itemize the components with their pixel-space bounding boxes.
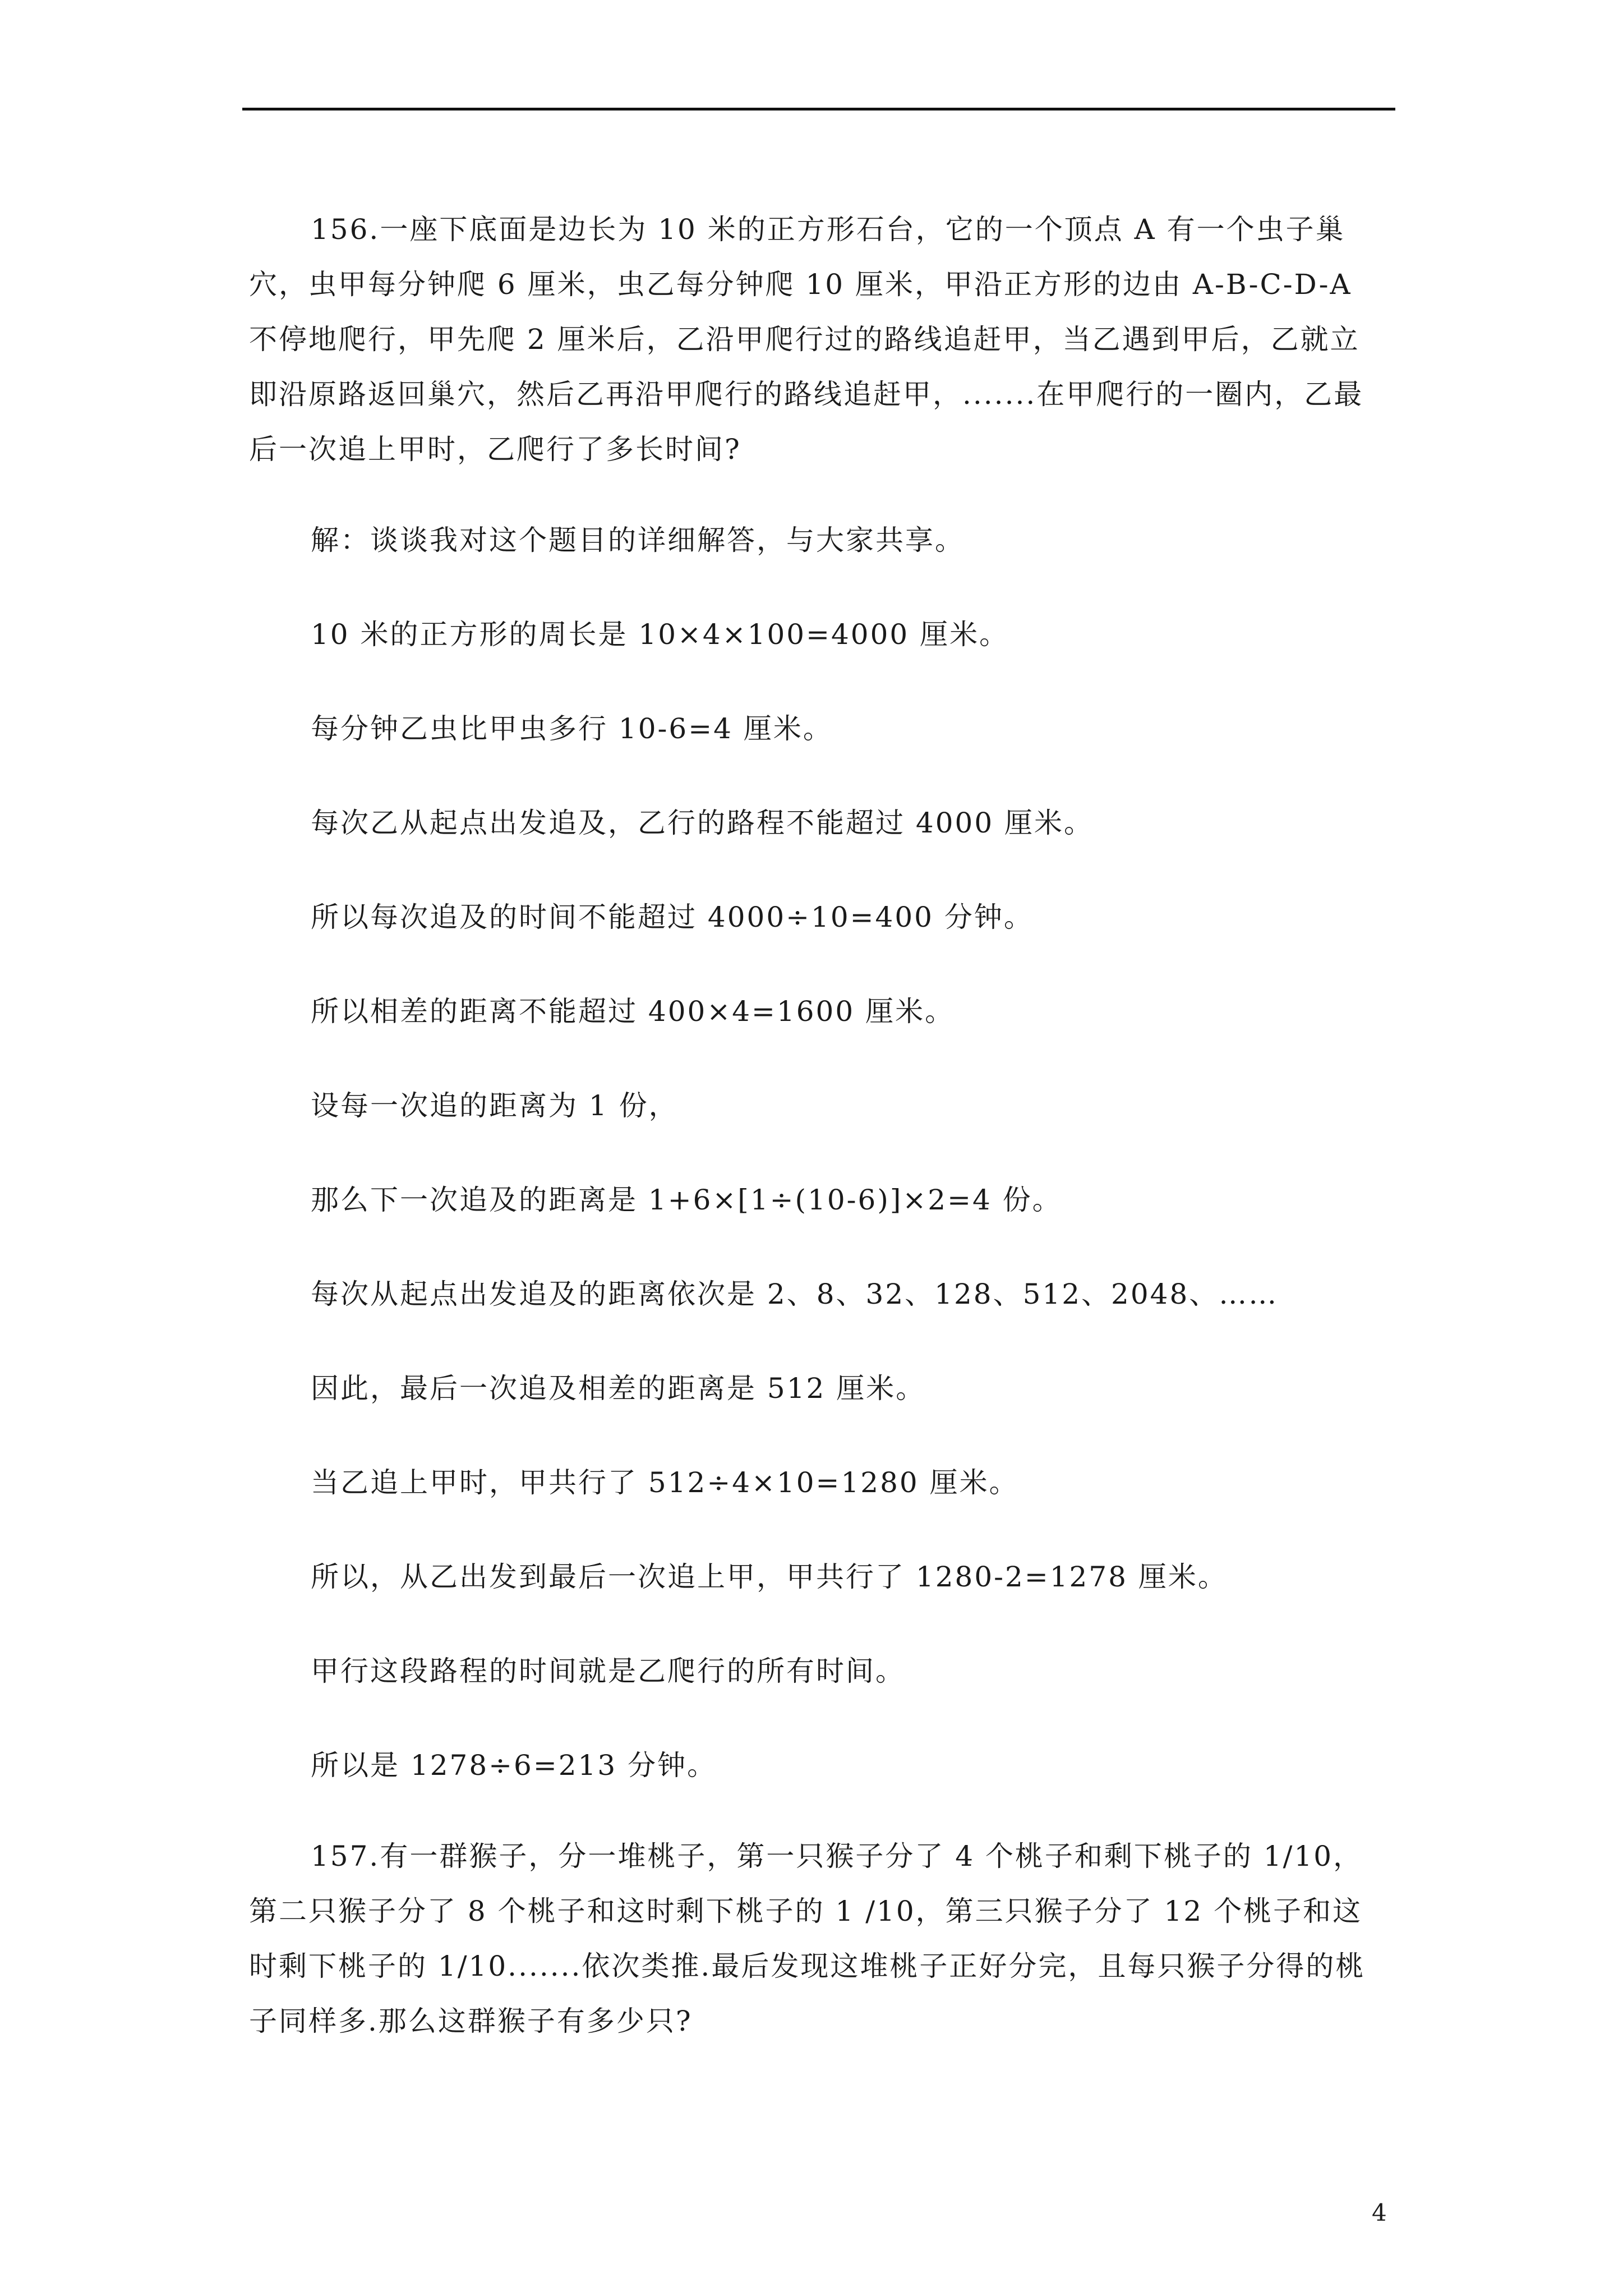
solution-line: 那么下一次追及的距离是 1+6×[1÷(10-6)]×2=4 份。	[311, 1184, 1062, 1216]
solution-line: 每分钟乙虫比甲虫多行 10-6=4 厘米。	[311, 712, 833, 745]
solution-line: 设每一次追的距离为 1 份，	[311, 1089, 679, 1122]
problem-157-question: 157.有一群猴子，分一堆桃子，第一只猴子分了 4 个桃子和剩下桃子的 1/10，第二只猴子分了 8 个桃子和这时剩下桃子的 1 /10，第三只猴子分了 12 个桃子和这时剩下桃子的 1/10.......依次类推.最后发现这堆桃子正好分完，且每只猴子分得的桃子同样多.那么这群猴子有多少只?	[249, 1840, 1366, 2037]
solution-line: 10 米的正方形的周长是 10×4×100=4000 厘米。	[311, 618, 1009, 651]
problem-156-question: 156.一座下底面是边长为 10 米的正方形石台，它的一个顶点 A 有一个虫子巢穴，虫甲每分钟爬 6 厘米，虫乙每分钟爬 10 厘米，甲沿正方形的边由 A-B-C-D-A 不停地爬行，甲先爬 2 厘米后，乙沿甲爬行过的路线追赶甲，当乙遇到甲后，乙就立即沿原路返回巢穴，然后乙再沿甲爬行的路线追赶甲，.......在甲爬行的一圈内，乙最后一次追上甲时，乙爬行了多长时间?	[249, 213, 1364, 466]
solution-line: 所以是 1278÷6=213 分钟。	[311, 1749, 717, 1782]
document-body	[249, 202, 1387, 2049]
solution-line: 所以每次追及的时间不能超过 4000÷10=400 分钟。	[311, 901, 1034, 933]
page-number: 4	[1372, 2199, 1387, 2226]
solution-line: 每次从起点出发追及的距离依次是 2、8、32、128、512、2048、……	[311, 1278, 1279, 1310]
solution-line: 当乙追上甲时，甲共行了 512÷4×10=1280 厘米。	[311, 1466, 1019, 1499]
header-rule	[242, 108, 1395, 111]
solution-line: 因此，最后一次追及相差的距离是 512 厘米。	[311, 1372, 926, 1405]
solution-line: 所以相差的距离不能超过 400×4=1600 厘米。	[311, 995, 955, 1028]
problem-156-solution	[249, 513, 1387, 1793]
solution-line: 解：谈谈我对这个题目的详细解答，与大家共享。	[311, 524, 965, 556]
solution-line: 甲行这段路程的时间就是乙爬行的所有时间。	[311, 1655, 905, 1687]
solution-line: 所以，从乙出发到最后一次追上甲，甲共行了 1280-2=1278 厘米。	[311, 1561, 1228, 1593]
solution-line: 每次乙从起点出发追及，乙行的路程不能超过 4000 厘米。	[311, 807, 1094, 839]
